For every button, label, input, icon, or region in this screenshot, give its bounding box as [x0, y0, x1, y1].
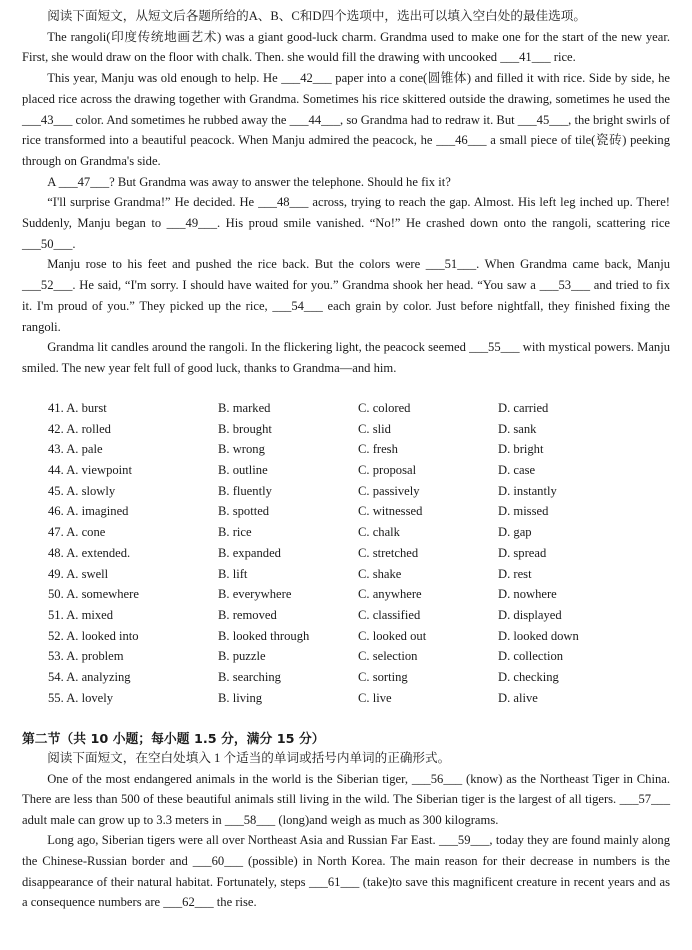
option-b: B. expanded: [218, 545, 281, 560]
option-c: C. classified: [358, 607, 421, 622]
option-row: [22, 398, 670, 419]
grammar-passage: [22, 748, 670, 913]
option-b: B. everywhere: [218, 587, 292, 602]
passage-paragraph-1: The rangoli(印度传统地画艺术) was a giant good-luck charm. Grandma used to make one for the start of the new year. First, she would draw on the floor with chalk. Then. she would fill the drawing with uncooked ___41___ rice.: [22, 29, 670, 65]
option-c: C. stretched: [358, 545, 419, 560]
option-b: B. looked through: [218, 628, 310, 643]
option-d: D. sank: [498, 421, 537, 436]
option-a: 55. A. lovely: [48, 690, 114, 705]
option-a: 47. A. cone: [48, 525, 106, 540]
option-c: C. chalk: [358, 525, 400, 540]
option-row: [22, 605, 670, 626]
options-table: [22, 398, 670, 708]
option-b: B. living: [218, 690, 263, 705]
option-d: D. checking: [498, 669, 559, 684]
option-row: [22, 667, 670, 688]
section-instruction: 阅读下面短文，在空白处填入 1 个适当的单词或括号内单词的正确形式。: [47, 751, 451, 765]
option-a: 49. A. swell: [48, 566, 109, 581]
option-a: 51. A. mixed: [48, 607, 114, 622]
option-row: [22, 439, 670, 460]
option-d: D. instantly: [498, 483, 557, 498]
option-row: [22, 564, 670, 585]
option-a: 46. A. imagined: [48, 504, 129, 519]
option-b: B. wrong: [218, 442, 265, 457]
option-a: 44. A. viewpoint: [48, 463, 132, 478]
option-a: 52. A. looked into: [48, 628, 139, 643]
option-row: [22, 584, 670, 605]
option-b: B. removed: [218, 607, 277, 622]
option-c: C. fresh: [358, 442, 398, 457]
option-a: 45. A. slowly: [48, 483, 116, 498]
option-row: [22, 688, 670, 709]
option-d: D. collection: [498, 649, 564, 664]
option-b: B. searching: [218, 669, 281, 684]
option-d: D. missed: [498, 504, 549, 519]
option-d: D. looked down: [498, 628, 579, 643]
option-b: B. fluently: [218, 483, 272, 498]
option-a: 53. A. problem: [48, 649, 124, 664]
option-d: D. displayed: [498, 607, 562, 622]
option-c: C. witnessed: [358, 504, 423, 519]
option-d: D. nowhere: [498, 587, 557, 602]
option-a: 41. A. burst: [48, 401, 107, 415]
cloze-passage: [22, 6, 670, 379]
option-d: D. carried: [498, 401, 549, 415]
option-a: 54. A. analyzing: [48, 669, 131, 684]
option-c: C. live: [358, 690, 392, 705]
option-d: D. alive: [498, 690, 538, 705]
option-row: [22, 522, 670, 543]
option-c: C. colored: [358, 401, 411, 415]
option-row: [22, 543, 670, 564]
passage-paragraph-4: “I'll surprise Grandma!” He decided. He ___48___ across, trying to reach the gap. Almost. His left leg inched up. There! Suddenly, Manju began to ___49___. His proud smile vanished. “No!” He crashed down onto the rangoli, scattering rice ___50___.: [22, 195, 670, 251]
option-c: C. sorting: [358, 669, 408, 684]
option-b: B. puzzle: [218, 649, 266, 664]
option-d: D. case: [498, 463, 536, 478]
option-a: 42. A. rolled: [48, 421, 111, 436]
grammar-paragraph-2: Long ago, Siberian tigers were all over Northeast Asia and Russian Far East. ___59___, today they are found mainly along the Chinese-Russian border and ___60___ (possible) in North Korea. The main reason for their decrease in numbers is the disappearance of their natural habitat. Fortunately, steps ___61___ (take)to save this magnificent creature in recent years and as a consequence numbers are ___62___ the rise.: [22, 833, 670, 910]
option-c: C. looked out: [358, 628, 427, 643]
option-d: D. gap: [498, 525, 532, 540]
option-b: B. spotted: [218, 504, 270, 519]
instruction: 阅读下面短文，从短文后各题所给的A、B、C和D四个选项中，选出可以填入空白处的最佳选项。: [47, 9, 586, 23]
option-a: 48. A. extended.: [48, 545, 131, 560]
option-row: [22, 501, 670, 522]
option-row: [22, 626, 670, 647]
option-row: [22, 419, 670, 440]
option-b: B. outline: [218, 463, 268, 478]
grammar-paragraph-1: One of the most endangered animals in the world is the Siberian tiger, ___56___ (know) as the Northeast Tiger in China. There are less than 500 of these beautiful animals still living in the wild. The Siberian tiger is the largest of all tigers. ___57___ adult male can grow up to 3.3 meters in ___58___ (long)and weigh as much as 300 kilograms.: [22, 771, 670, 827]
option-c: C. anywhere: [358, 587, 422, 602]
option-c: C. slid: [358, 421, 391, 436]
option-row: [22, 646, 670, 667]
passage-paragraph-5: Manju rose to his feet and pushed the rice back. But the colors were ___51___. When Grandma came back, Manju ___52___. He said, “I'm sorry. I should have waited for you.” Grandma shook her head. “You saw a ___53___ and tried to fix it. I'm proud of you.” They picked up the rice, ___54___ each grain by color. Just before nightfall, they finished fixing the rangoli.: [22, 257, 670, 334]
option-a: 50. A. somewhere: [48, 587, 139, 602]
option-b: B. marked: [218, 401, 271, 415]
option-c: C. passively: [358, 483, 420, 498]
passage-paragraph-6: Grandma lit candles around the rangoli. In the flickering light, the peacock seemed ___55___ with mystical powers. Manju smiled. The new year felt full of good luck, thanks to Grandma—and him.: [22, 340, 670, 375]
option-c: C. selection: [358, 649, 418, 664]
option-a: 43. A. pale: [48, 442, 103, 457]
passage-paragraph-3: A ___47___? But Grandma was away to answer the telephone. Should he fix it?: [47, 174, 451, 189]
option-d: D. rest: [498, 566, 532, 581]
option-c: C. proposal: [358, 463, 417, 478]
option-row: [22, 460, 670, 481]
passage-paragraph-2: This year, Manju was old enough to help. He ___42___ paper into a cone(圆锥体) and filled it with rice. Side by side, he placed rice across the drawing together with Grandma. Sometimes his rice skittered outside the drawing, sometimes he used the ___43___ color. And sometimes he rubbed away the ___44___, so Grandma had to redraw it. But ___45___, the bright swirls of rice transformed into a beautiful peacock. When Manju admired the peacock, he ___46___ a small piece of tile(瓷砖) peeking through on Grandma's side.: [22, 71, 670, 168]
option-row: [22, 481, 670, 502]
option-c: C. shake: [358, 566, 402, 581]
option-b: B. lift: [218, 566, 248, 581]
section-heading: 第二节（共 10 小题；每小题 1.5 分，满分 15 分）: [22, 732, 325, 747]
option-d: D. bright: [498, 442, 544, 457]
option-d: D. spread: [498, 545, 547, 560]
option-b: B. rice: [218, 525, 252, 540]
option-b: B. brought: [218, 421, 272, 436]
